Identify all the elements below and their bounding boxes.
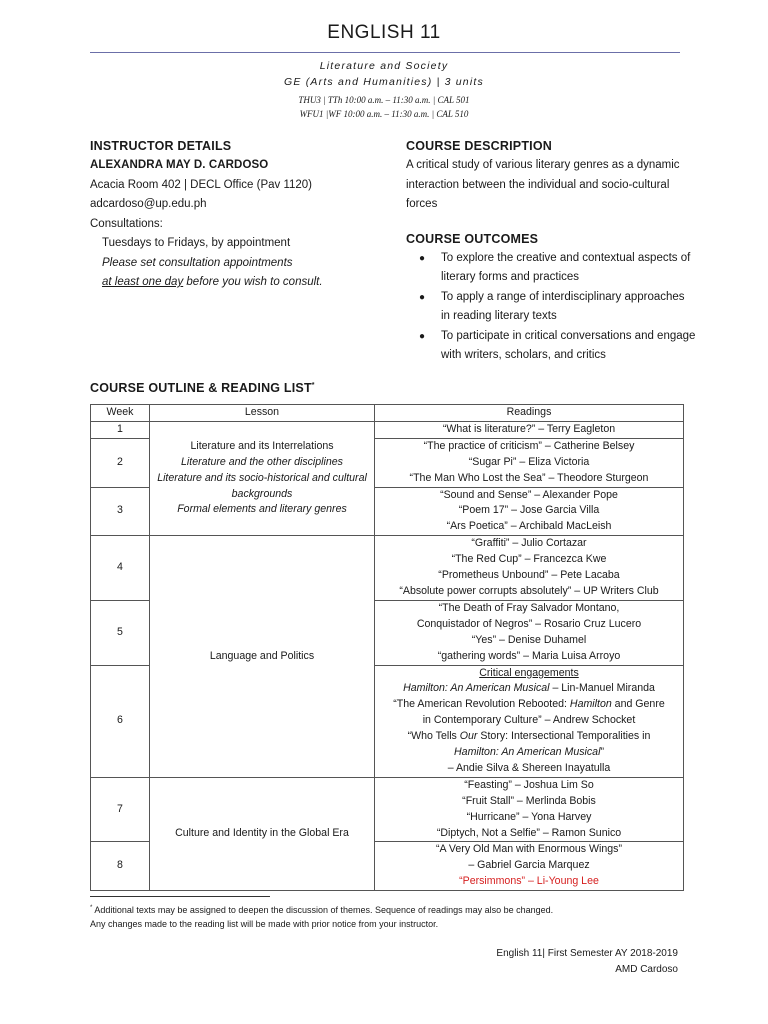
readings-cell: “A Very Old Man with Enormous Wings” – Gabriel Garcia Marquez “Persimmons” – Li-Young Lee — [375, 842, 684, 891]
instructor-name: ALEXANDRA MAY D. CARDOSO — [90, 159, 269, 171]
consultations-label: Consultations: — [90, 217, 163, 230]
lesson-cell: Culture and Identity in the Global Era — [150, 777, 375, 890]
outcomes-heading: COURSE OUTCOMES — [406, 231, 539, 246]
week-number: 8 — [91, 842, 150, 891]
bullet-icon: ● — [419, 330, 426, 342]
column-header-readings: Readings — [375, 405, 684, 422]
footnote: * Additional texts may be assigned to deepen the discussion of themes. Sequence of readings may also be changed. Any changes made to the reading list will be made with prior notice from your instructor. — [90, 905, 554, 929]
readings-cell: “The Death of Fray Salvador Montano, Conquistador of Negros” – Rosario Cruz Lucero “Yes” – Denise Duhamel “gathering words” – Maria Luisa Arroyo — [375, 600, 684, 665]
week-number: 1 — [91, 421, 150, 438]
table-header-row — [91, 405, 684, 422]
consultation-note-2 — [90, 273, 390, 293]
week-number: 2 — [91, 438, 150, 487]
instructor-office: Acacia Room 402 | DECL Office (Pav 1120) — [90, 178, 313, 191]
course-category: GE (Arts and Humanities) | 3 units — [284, 76, 484, 88]
schedule-thu3: THU3 | TTh 10:00 a.m. – 11:30 a.m. | CAL 501 — [298, 95, 470, 105]
readings-cell: “What is literature?” – Terry Eagleton — [375, 421, 684, 438]
highlighted-reading: “Persimmons” – Li-Young Lee — [459, 875, 599, 888]
lesson-cell: Language and Politics — [150, 536, 375, 778]
readings-cell: “Sound and Sense” – Alexander Pope “Poem 17” – Jose Garcia Villa “Ars Poetica” – Archibald MacLeish — [375, 487, 684, 536]
page-footer: English 11| First Semester AY 2018-2019 AMD Cardoso — [496, 948, 678, 975]
instructor-email[interactable]: adcardoso@up.edu.ph — [90, 198, 207, 210]
readings-cell: “Feasting” – Joshua Lim So “Fruit Stall” – Merlinda Bobis “Hurricane” – Yona Harvey “Diptych, Not a Selfie” – Ramon Sunico — [375, 777, 684, 842]
instructor-section — [90, 136, 390, 293]
consultation-times: Tuesdays to Fridays, by appointment — [102, 237, 291, 249]
bullet-icon: ● — [419, 252, 426, 264]
consultation-note-rest: before you wish to consult. — [183, 276, 323, 288]
instructor-heading: INSTRUCTOR DETAILS — [90, 139, 232, 153]
week-number: 4 — [91, 536, 150, 601]
outline-heading: COURSE OUTLINE & READING LIST* — [90, 381, 315, 395]
outcome-item: ● To apply a range of interdisciplinary approaches in reading literary texts — [406, 288, 696, 327]
consultation-note-underline: at least one day — [102, 276, 184, 288]
reading-list-table — [90, 404, 684, 891]
footnote-marker: * — [311, 381, 315, 389]
week-number: 6 — [91, 665, 150, 777]
week-number: 5 — [91, 600, 150, 665]
footnote-divider — [90, 896, 270, 897]
readings-cell: Critical engagements Hamilton: An American Musical – Lin-Manuel Miranda “The American Revolution Rebooted: Hamilton and Genre in Contemporary Culture” – Andrew Schocket “Who Tells Our Story: Intersectional Temporalities in Hamilton: An American Musical” – Andie Silva & Shereen Inayatulla — [375, 665, 684, 777]
outcomes-list — [406, 249, 696, 366]
column-header-lesson: Lesson — [150, 405, 375, 422]
course-title: ENGLISH 11 — [327, 22, 441, 43]
lesson-cell: Literature and its Interrelations Literature and the other disciplines Literature and its socio-historical and cultural backgrounds Formal elements and literary genres — [150, 421, 375, 535]
table-row — [91, 777, 684, 842]
table-row — [91, 421, 684, 438]
table-row — [91, 536, 684, 601]
week-number: 7 — [91, 777, 150, 842]
schedule-wfu1: WFU1 |WF 10:00 a.m. – 11:30 a.m. | CAL 510 — [299, 109, 469, 119]
bullet-icon: ● — [419, 291, 426, 303]
readings-cell: “The practice of criticism” – Catherine Belsey “Sugar Pi” – Eliza Victoria “The Man Who Lost the Sea” – Theodore Sturgeon — [375, 438, 684, 487]
outcome-item: ● To participate in critical conversations and engage with writers, scholars, and critics — [406, 327, 696, 366]
course-subtitle: Literature and Society — [319, 60, 449, 72]
description-text: A critical study of various literary genres as a dynamic interaction between the individual and socio-cultural forces — [406, 159, 680, 210]
title-divider — [90, 52, 680, 53]
consultation-note-1: Please set consultation appointments — [102, 256, 293, 269]
course-info-section — [406, 136, 696, 366]
week-number: 3 — [91, 487, 150, 536]
readings-cell: “Graffiti” – Julio Cortazar “The Red Cup” – Francezca Kwe “Prometheus Unbound” – Pete Lacaba “Absolute power corrupts absolutely” – UP Writers Club — [375, 536, 684, 601]
description-heading: COURSE DESCRIPTION — [406, 139, 552, 153]
column-header-week: Week — [91, 405, 150, 422]
outcome-item: ● To explore the creative and contextual aspects of literary forms and practices — [406, 249, 696, 288]
